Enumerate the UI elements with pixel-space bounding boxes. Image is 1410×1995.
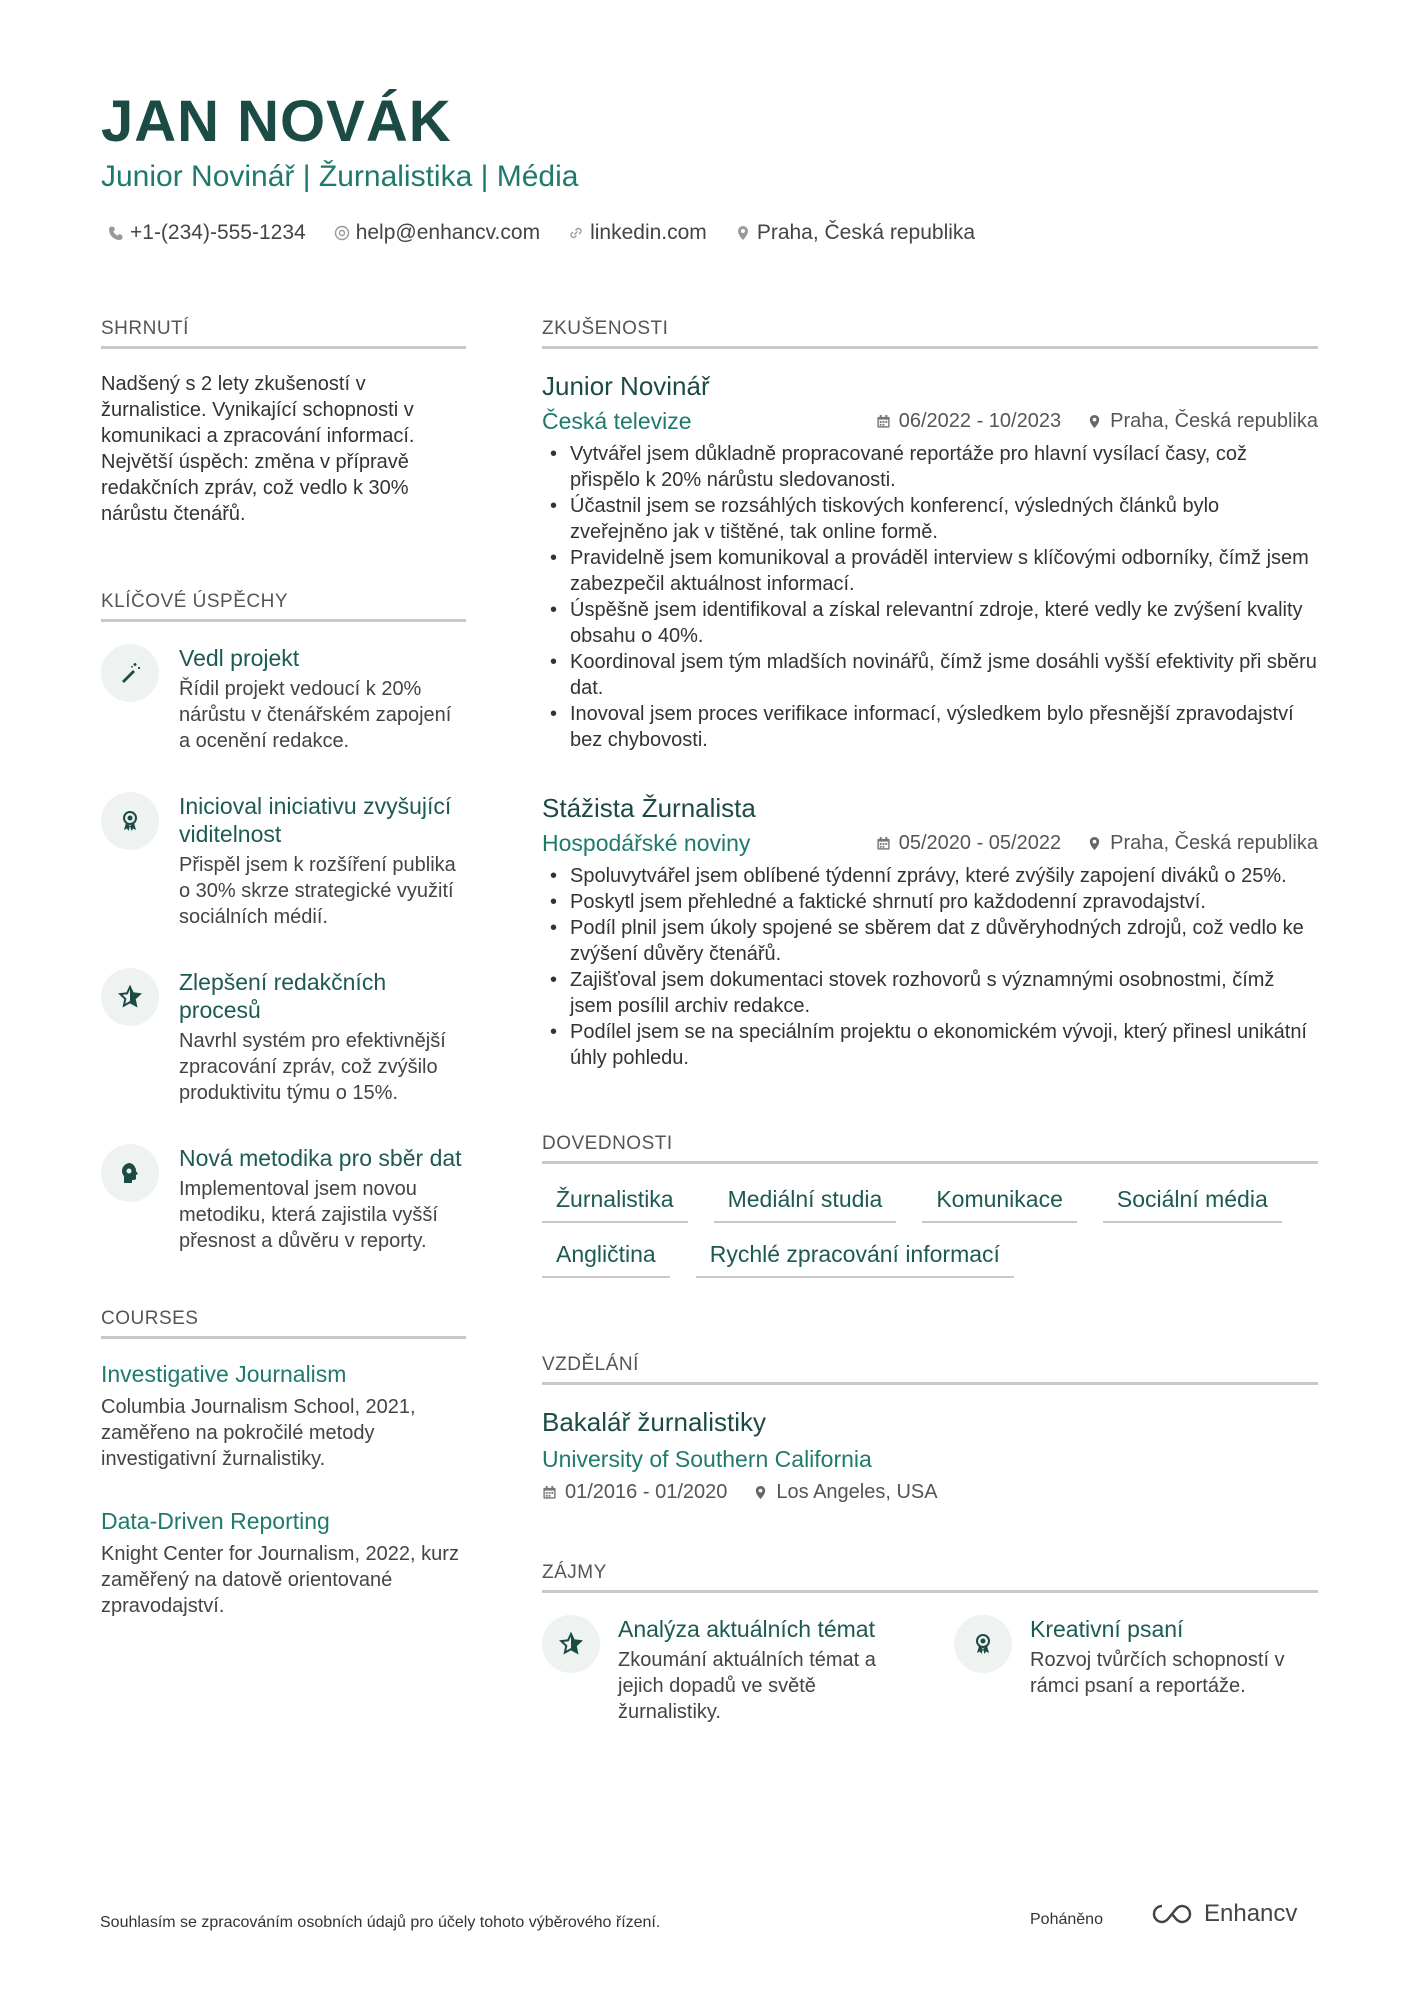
achievement-title: Inicioval iniciativu zvyšující viditelnost [179,793,452,847]
interest-title: Analýza aktuálních témat [618,1616,875,1642]
contact-location-text: Praha, Česká republika [756,221,976,244]
achievement-icon-wrap [101,644,159,702]
job-entry [542,793,1318,1071]
achievement-icon-wrap [101,792,159,850]
achievement-item [101,644,466,754]
job-meta [542,408,1318,435]
contact-list [108,221,975,245]
job-bullet: • Inovoval jsem proces verifikace informací, výsledkem bylo přesnější zpravodajství bez chybovosti. [542,701,1318,753]
contact-location [735,221,975,245]
contact-phone-text: +1-(234)-555-1234 [130,221,306,244]
location-icon [753,1485,768,1500]
experience-title: ZKUŠENOSTI [542,318,1318,349]
job-title: Stážista Žurnalista [542,793,756,823]
contact-linkedin[interactable] [568,221,707,245]
interests-title: ZÁJMY [542,1562,1318,1593]
contact-email-text[interactable]: help@enhancv.com [355,221,541,244]
consent-note: Souhlasím se zpracováním osobních údajů pro účely tohoto výběrového řízení. [100,1914,661,1931]
course-item [101,1508,466,1619]
interest-item [542,1615,906,1725]
magic-wand-icon [118,661,142,685]
skill-tag: Angličtina [542,1241,670,1278]
skill-tag: Žurnalistika [542,1186,688,1223]
achievement-title: Nová metodika pro sběr dat [179,1145,462,1171]
right-column [542,318,1318,1725]
brand-name: Enhancv [1204,1900,1298,1927]
achievement-icon-wrap [101,1144,159,1202]
course-item [101,1361,466,1472]
achievement-desc: Navrhl systém pro efektivnější zpracování zpráv, což zvýšilo produktivitu týmu o 15%. [179,1030,446,1104]
at-icon [334,225,350,241]
job-bullet: • Úspěšně jsem identifikoval a získal relevantní zdroje, které vedly ke zvýšení kvality obsahu o 40%. [542,597,1318,649]
courses-title: COURSES [101,1308,466,1339]
contact-linkedin-text[interactable]: linkedin.com [590,221,707,244]
interest-desc: Rozvoj tvůrčích schopností v rámci psaní a reportáže. [1030,1649,1285,1697]
education-meta [542,1481,1318,1504]
job-bullet: • Spoluvytvářel jsem oblíbené týdenní zprávy, které zvýšily zapojení diváků o 25%. [542,863,1318,889]
link-icon [568,225,584,241]
job-title: Junior Novinář [542,371,710,401]
job-bullets [542,863,1318,1071]
phone-icon [108,225,124,241]
skill-tag: Komunikace [922,1186,1077,1223]
education-dates-text: 01/2016 - 01/2020 [565,1481,728,1503]
head-icon [118,1161,142,1185]
job-bullet: • Účastnil jsem se rozsáhlých tiskových konferencí, výsledných článků bylo zveřejněno jak v tištěné, tak online formě. [542,493,1318,545]
achievement-item [101,968,466,1106]
location-icon [1087,414,1102,429]
job-bullet: • Podíl plnil jsem úkoly spojené se sběrem dat z důvěryhodných zdrojů, což vedlo ke zvýšení důvěry čtenářů. [542,915,1318,967]
achievement-desc: Přispěl jsem k rozšíření publika o 30% skrze strategické využití sociálních médií. [179,854,456,928]
education-dates [542,1481,727,1504]
job-dates-text: 05/2020 - 05/2022 [898,832,1062,854]
job-dates [876,832,1061,855]
summary-title: SHRNUTÍ [101,318,466,349]
skill-tag: Rychlé zpracování informací [696,1241,1014,1278]
calendar-icon [876,414,891,429]
course-desc: Knight Center for Journalism, 2022, kurz zaměřený na datově orientované zpravodajství. [101,1543,459,1617]
achievement-icon-wrap [101,968,159,1026]
achievements-title: KLÍČOVÉ ÚSPĚCHY [101,591,466,622]
job-bullet: • Pravidelně jsem komunikoval a prováděl interview s klíčovými odborníky, čímž jsem zabezpečil aktuálnost informací. [542,545,1318,597]
powered-by-label: Poháněno [1030,1911,1103,1928]
summary-text: Nadšený s 2 lety zkušeností v žurnalistice. Vynikající schopnosti v komunikaci a zpracování informací. Největší úspěch: změna v přípravě redakčních zpráv, což vedlo k 30% nárůstu čtenářů. [101,373,415,525]
achievement-title: Vedl projekt [179,645,300,671]
course-desc: Columbia Journalism School, 2021, zaměřeno na pokročilé metody investigativní žurnalistiky. [101,1396,416,1470]
left-column [101,318,466,1655]
calendar-icon [542,1485,557,1500]
location-icon [1087,836,1102,851]
enhancv-logo-icon [1150,1902,1196,1926]
achievement-item [101,1144,466,1254]
job-dates-text: 06/2022 - 10/2023 [898,410,1062,432]
course-title: Data-Driven Reporting [101,1508,330,1534]
job-location [1087,832,1318,855]
skills-list [542,1186,1318,1296]
job-location [1087,410,1318,433]
education-degree: Bakalář žurnalistiky [542,1407,766,1437]
skill-tag: Mediální studia [714,1186,897,1223]
job-meta [542,830,1318,857]
skills-title: DOVEDNOSTI [542,1133,1318,1164]
brand-logo[interactable] [1150,1900,1297,1928]
interest-icon-wrap [542,1615,600,1673]
skill-tag: Sociální média [1103,1186,1282,1223]
job-company: Česká televize [542,408,692,434]
contact-email[interactable] [334,221,540,245]
interests-list [542,1615,1318,1725]
job-bullet: • Podílel jsem se na speciálním projektu o ekonomickém vývoji, který přinesl unikátní úhly pohledu. [542,1019,1318,1071]
achievement-title: Zlepšení redakčních procesů [179,969,387,1023]
job-dates [876,410,1061,433]
star-icon [559,1632,583,1656]
resume-tagline: Junior Novinář | Žurnalistika | Média [101,160,579,193]
education-location [753,1481,937,1504]
job-bullet: • Vytvářel jsem důkladně propracované reportáže pro hlavní vysílací časy, což přispělo k 20% nárůstu sledovanosti. [542,441,1318,493]
course-title: Investigative Journalism [101,1361,347,1387]
location-icon [735,225,751,241]
job-bullet: • Zajišťoval jsem dokumentaci stovek rozhovorů s významnými osobnostmi, čímž jsem posílil archiv redakce. [542,967,1318,1019]
job-location-text: Praha, Česká republika [1110,832,1318,854]
achievement-desc: Implementoval jsem novou metodiku, která zajistila vyšší přesnost a důvěru v reporty. [179,1178,438,1252]
contact-phone [108,221,306,245]
education-school: University of Southern California [542,1446,872,1472]
job-location-text: Praha, Česká republika [1110,410,1318,432]
award-icon [118,809,142,833]
interest-desc: Zkoumání aktuálních témat a jejich dopadů ve světě žurnalistiky. [618,1649,876,1723]
interest-item [954,1615,1318,1725]
calendar-icon [876,836,891,851]
star-icon [118,985,142,1009]
job-bullets [542,441,1318,753]
interest-icon-wrap [954,1615,1012,1673]
job-bullet: • Koordinoval jsem tým mladších novinářů, čímž jsme dosáhli vyšší efektivity při sběru dat. [542,649,1318,701]
job-entry [542,371,1318,753]
job-company: Hospodářské noviny [542,830,751,856]
interest-title: Kreativní psaní [1030,1616,1184,1642]
achievement-item [101,792,466,930]
education-title: VZDĚLÁNÍ [542,1354,1318,1385]
education-entry [542,1407,1318,1504]
resume-name: JAN NOVÁK [101,89,452,154]
job-bullet: • Poskytl jsem přehledné a faktické shrnutí pro každodenní zpravodajství. [542,889,1318,915]
education-location-text: Los Angeles, USA [776,1481,938,1503]
award-icon [971,1632,995,1656]
achievement-desc: Řídil projekt vedoucí k 20% nárůstu v čtenářském zapojení a ocenění redakce. [179,678,452,752]
